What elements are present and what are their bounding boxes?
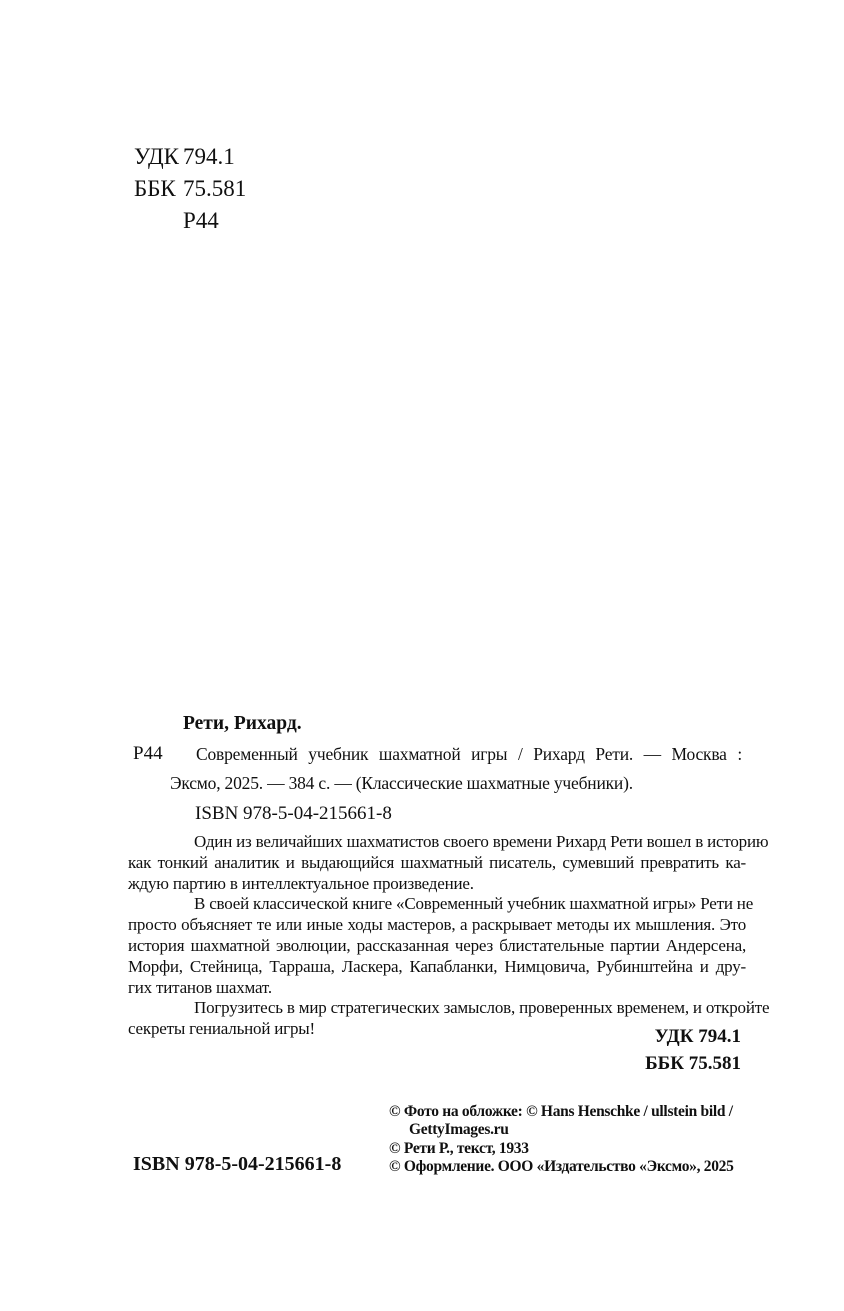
bbk-label: ББК [134,176,176,201]
bbk-right: ББК 75.581 [645,1052,741,1074]
text-line: © Рети Р., текст, 1933 [389,1139,529,1157]
catalog-isbn: ISBN 978-5-04-215661-8 [195,803,392,824]
udk-label: УДК [134,144,179,169]
credit-item [389,1103,734,1140]
catalog-entry [170,740,742,798]
text-line: Эксмо, 2025. — 384 с. — (Классические шахматные учебники). [170,773,633,793]
top-cataloguing-codes [134,141,246,237]
text-line: В своей классической книге «Современный учебник шахматной игры» Рети не [194,894,754,914]
author-code: Р44 [183,208,219,233]
annotation [128,832,770,1040]
text-line: Современный учебник шахматной игры / Рихард Рети. — Москва : [196,744,742,764]
udk-value: 794.1 [183,144,235,169]
text-line: как тонкий аналитик и выдающийся шахматный писатель, сумевший превратить ка- [128,852,746,872]
udk-line [134,141,246,173]
text-line: просто объясняет те или иные ходы мастеров, а раскрывает методы их мышления. Это [128,915,746,935]
text-line: Один из величайших шахматистов своего времени Рихард Рети вошел в историю [194,832,769,851]
footer-isbn: ISBN 978-5-04-215661-8 [133,1153,342,1175]
udk-right: УДК 794.1 [654,1026,741,1047]
catalog-code: Р44 [133,743,163,764]
text-line: гих титанов шахмат. [128,977,272,997]
text-line: GettyImages.ru [409,1121,509,1139]
credit-item [389,1158,734,1176]
annotation-paragraph [128,894,754,998]
text-line: секреты гениальной игры! [128,1019,315,1039]
author-heading: Рети, Рихард. [183,713,302,734]
copyright-credits [389,1103,734,1177]
text-line: © Фото на обложке: © Hans Henschke / ullstein bild / [389,1103,733,1120]
text-line: Морфи, Стейница, Тарраша, Ласкера, Капабланки, Нимцовича, Рубинштейна и дру- [128,956,746,976]
bottom-cataloguing-codes [645,1024,741,1077]
text-line: © Оформление. ООО «Издательство «Эксмо», 2025 [389,1158,734,1176]
bbk-value: 75.581 [183,176,247,201]
text-line: Погрузитесь в мир стратегических замыслов, проверенных временем, и откройте [194,998,770,1018]
credit-item [389,1140,734,1158]
author-code-line [134,205,246,237]
bbk-line [134,173,246,205]
annotation-paragraph [128,832,769,894]
text-line: история шахматной эволюции, рассказанная через блистательные партии Андерсена, [128,935,746,955]
text-line: ждую партию в интеллектуальное произведение. [128,873,474,893]
